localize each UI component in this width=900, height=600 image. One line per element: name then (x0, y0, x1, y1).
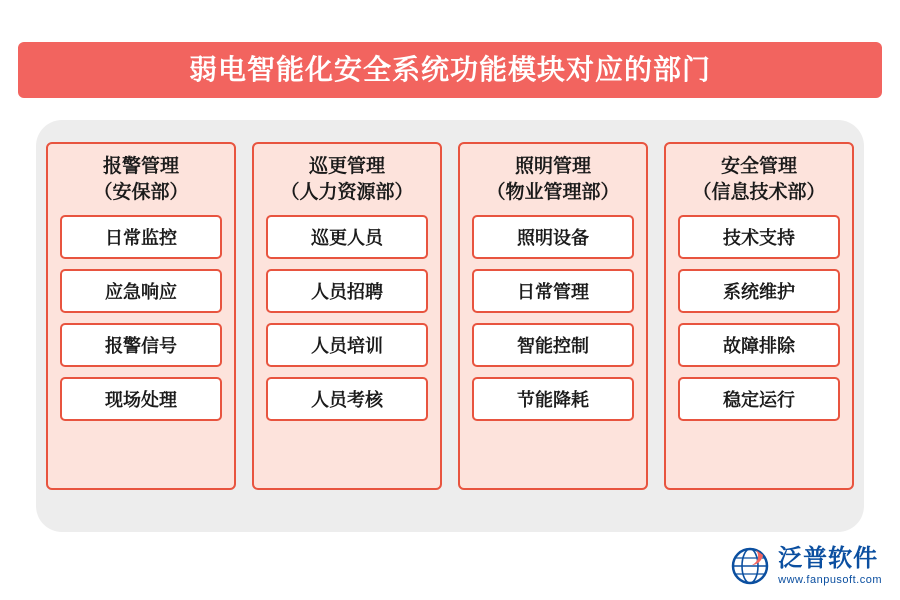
column-title: 巡更管理 (308, 156, 385, 177)
list-item: 智能控制 (472, 323, 634, 367)
list-item: 现场处理 (60, 377, 222, 421)
logo-text (778, 544, 882, 586)
list-item: 人员招聘 (266, 269, 428, 313)
list-item: 巡更人员 (266, 215, 428, 259)
list-item: 系统维护 (678, 269, 840, 313)
column-group (46, 142, 854, 490)
logo-url: www.fanpusoft.com (778, 573, 882, 586)
column-items (60, 215, 222, 476)
column-items (472, 215, 634, 476)
column-security-management (664, 142, 854, 490)
column-heading (678, 154, 840, 205)
logo-name: 泛普软件 (778, 544, 879, 572)
list-item: 日常管理 (472, 269, 634, 313)
column-heading (60, 154, 222, 205)
column-department: （人力资源部） (280, 181, 414, 203)
column-heading (266, 154, 428, 205)
column-department: （物业管理部） (486, 181, 620, 203)
column-lighting-management (458, 142, 648, 490)
page-title: 弱电智能化安全系统功能模块对应的部门 (188, 54, 711, 85)
list-item: 日常监控 (60, 215, 222, 259)
column-alarm-management (46, 142, 236, 490)
column-items (678, 215, 840, 476)
globe-icon (730, 546, 770, 586)
list-item: 故障排除 (678, 323, 840, 367)
column-department: （安保部） (93, 181, 189, 203)
list-item: 技术支持 (678, 215, 840, 259)
column-title: 照明管理 (514, 156, 591, 177)
list-item: 人员考核 (266, 377, 428, 421)
column-patrol-management (252, 142, 442, 490)
list-item: 稳定运行 (678, 377, 840, 421)
list-item: 人员培训 (266, 323, 428, 367)
column-items (266, 215, 428, 476)
column-heading (472, 154, 634, 205)
list-item: 照明设备 (472, 215, 634, 259)
list-item: 报警信号 (60, 323, 222, 367)
title-banner (18, 42, 882, 98)
column-title: 报警管理 (102, 156, 179, 177)
column-title: 安全管理 (720, 156, 797, 177)
column-department: （信息技术部） (692, 181, 826, 203)
brand-logo (730, 546, 882, 586)
list-item: 节能降耗 (472, 377, 634, 421)
list-item: 应急响应 (60, 269, 222, 313)
